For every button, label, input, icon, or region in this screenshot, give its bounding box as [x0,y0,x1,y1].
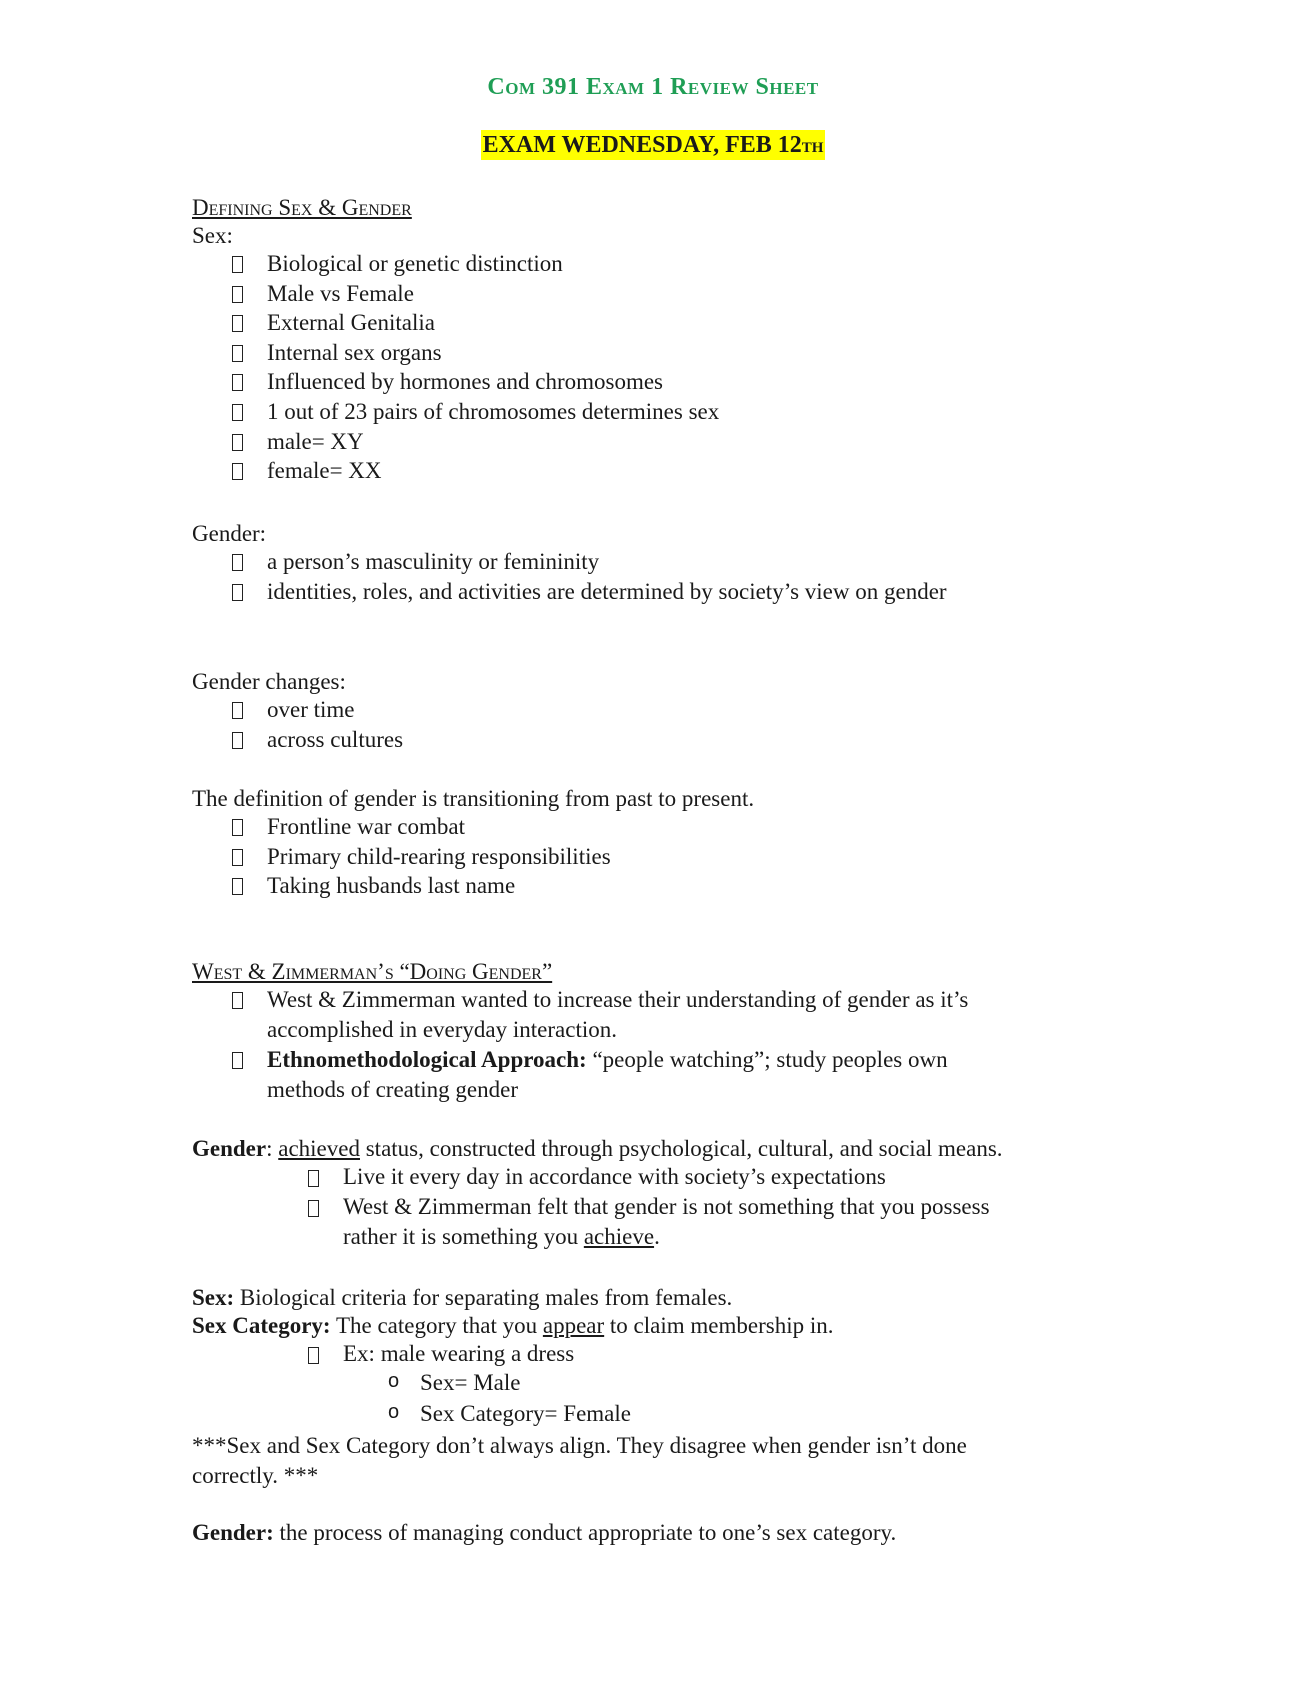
gender-achieved-definition [192,1135,1003,1163]
example-sub-item-1: Sex= Male [420,1370,521,1395]
sex-bullet-8: female= XX [267,458,382,484]
sub-bullet-icon: o [388,1401,400,1423]
sex-bullet-7: male= XY [267,428,364,454]
sex-category-definition [192,1312,834,1340]
gender-changes-bullet-1: over time [267,697,355,722]
sex-bullet-1: Biological or genetic distinction [267,251,563,276]
exam-date-banner [0,132,1306,159]
sex-category-pre: The category that you [330,1313,543,1338]
example-sub-item-2: Sex Category= Female [420,1401,631,1426]
ethnomethodological-label: Ethnomethodological Approach: [267,1047,587,1072]
exam-date-text: EXAM WEDNESDAY, FEB 12 [482,132,802,158]
checkbox-bullet-icon [232,702,243,719]
gender-process-definition [192,1519,896,1547]
section-heading-doing-gender: West & Zimmerman’s “Doing Gender” [192,959,553,984]
sex-term: Sex: [192,1285,235,1310]
sex-category-term: Sex Category: [192,1313,331,1338]
definition-bullet-2: Primary child-rearing responsibilities [267,843,611,869]
checkbox-bullet-icon [232,374,243,391]
achieve-pre: rather it is something you [343,1224,584,1249]
doing-gender-bullet-2-line-1 [267,1046,948,1074]
sex-bullet-2: Male vs Female [267,280,414,306]
checkbox-bullet-icon [232,463,243,480]
gender-bullet-2: identities, roles, and activities are determined by society’s view on gender [267,578,947,604]
achieved-bullet-2-line-1: West & Zimmerman felt that gender is not something that you possess [343,1194,990,1219]
sex-bullet-4: Internal sex organs [267,339,442,365]
example-bullet: Ex: male wearing a dress [343,1341,575,1366]
note-line-2: correctly. *** [192,1463,319,1488]
checkbox-bullet-icon [232,992,243,1009]
gender-bullet-1: a person’s masculinity or femininity [267,549,600,574]
checkbox-bullet-icon [232,286,243,303]
page-title: Com 391 Exam 1 Review Sheet [487,74,819,100]
gender-definition-text: status, constructed through psychological, cultural, and social means. [359,1136,1003,1161]
checkbox-bullet-icon [232,404,243,421]
achieved-bullet-1: Live it every day in accordance with society’s expectations [343,1164,886,1189]
exam-date-highlight [481,130,826,160]
checkbox-bullet-icon [232,554,243,571]
checkbox-bullet-icon [232,256,243,273]
checkbox-bullet-icon [232,849,243,866]
checkbox-bullet-icon [232,315,243,332]
sex-definition-text: Biological criteria for separating males from females. [234,1285,733,1310]
checkbox-bullet-icon [232,345,243,362]
definition-line: The definition of gender is transitioning from past to present. [192,786,755,811]
sex-definition [192,1284,732,1312]
sub-bullet-icon: o [388,1370,400,1392]
ethnomethodological-text: “people watching”; study peoples own [586,1047,948,1072]
gender-changes-bullet-2: across cultures [267,726,404,752]
checkbox-bullet-icon [232,819,243,836]
doing-gender-bullet-1-line-2: accomplished in everyday interaction. [267,1017,617,1042]
achieved-bullet-2-line-2 [343,1223,660,1251]
sex-bullet-6: 1 out of 23 pairs of chromosomes determines sex [267,399,720,424]
sex-category-post: to claim membership in. [604,1313,834,1338]
definition-bullet-3: Taking husbands last name [267,873,516,899]
gender-term: Gender [192,1136,267,1161]
doing-gender-bullet-1-line-1: West & Zimmerman wanted to increase their understanding of gender as it’s [267,987,969,1012]
checkbox-bullet-icon [232,434,243,451]
checkbox-bullet-icon [232,1052,243,1069]
exam-date-suffix: th [801,132,824,157]
checkbox-bullet-icon [232,732,243,749]
section-heading-defining: Defining Sex & Gender [192,195,412,220]
gender-changes-label: Gender changes: [192,669,346,694]
checkbox-bullet-icon [232,584,243,601]
sex-label: Sex: [192,223,233,248]
achieve-post: . [654,1224,660,1249]
achieved-term: achieved [278,1136,360,1161]
definition-bullet-1: Frontline war combat [267,814,466,839]
doing-gender-bullet-2-line-2: methods of creating gender [267,1077,518,1102]
appear-term: appear [542,1313,605,1338]
gender-label: Gender: [192,521,267,546]
checkbox-bullet-icon [308,1200,319,1217]
sex-bullet-3: External Genitalia [267,310,435,336]
checkbox-bullet-icon [232,878,243,895]
gender-colon: : [266,1136,279,1161]
sex-bullet-5: Influenced by hormones and chromosomes [267,369,664,395]
note-line-1: ***Sex and Sex Category don’t always align. They disagree when gender isn’t done [192,1433,967,1458]
achieve-term: achieve [583,1224,655,1249]
checkbox-bullet-icon [308,1347,319,1364]
checkbox-bullet-icon [308,1170,319,1187]
gender-process-text: the process of managing conduct appropriate to one’s sex category. [273,1520,897,1545]
gender-process-term: Gender: [192,1520,274,1545]
